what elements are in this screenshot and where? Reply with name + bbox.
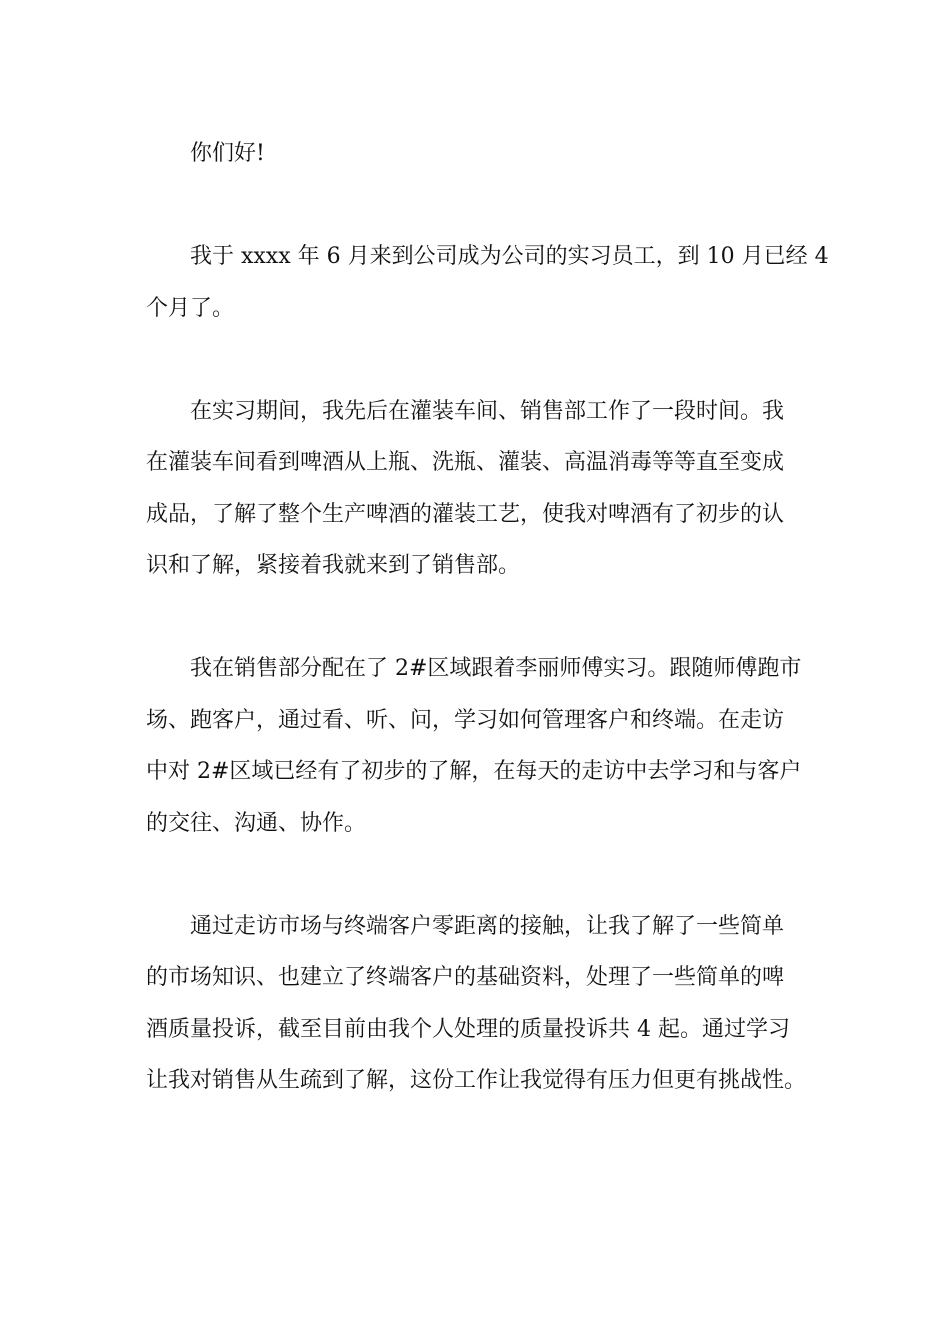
greeting-paragraph (146, 128, 810, 180)
text-line: 成品，了解了整个生产啤酒的灌装工艺，使我对啤酒有了初步的认 (146, 501, 785, 527)
text-line: 识和了解，紧接着我就来到了销售部。 (146, 553, 521, 578)
text-line: 在实习期间，我先后在灌装车间、销售部工作了一段时间。我 (190, 398, 785, 424)
text-line: 的市场知识、也建立了终端客户的基础资料，处理了一些简单的啤 (146, 965, 785, 990)
text-line: 的交往、沟通、协作。 (146, 810, 367, 836)
text-line: 通过走访市场与终端客户零距离的接触，让我了解了一些简单 (190, 913, 785, 939)
text-line: 酒质量投诉，截至目前由我个人处理的质量投诉共 4 起。通过学习 (146, 1016, 790, 1042)
paragraph-4 (146, 901, 810, 1107)
paragraph-1 (146, 231, 829, 334)
paragraph-2 (146, 386, 810, 592)
text-line: 场、跑客户，通过看、听、问，学习如何管理客户和终端。在走访 (146, 707, 785, 733)
text-line: 我于 xxxx 年 6 月来到公司成为公司的实习员工，到 10 月已经 4 (190, 244, 829, 269)
text-line: 在灌装车间看到啤酒从上瓶、洗瓶、灌装、高温消毒等等直至变成 (146, 450, 785, 475)
text-line: 个月了。 (146, 295, 235, 321)
paragraph-3 (146, 643, 810, 849)
text-line: 你们好! (190, 141, 265, 166)
text-line: 中对 2#区域已经有了初步的了解，在每天的走访中去学习和与客户 (146, 759, 802, 784)
text-line: 我在销售部分配在了 2#区域跟着李丽师傅实习。跟随师傅跑市 (190, 656, 802, 681)
text-line: 让我对销售从生疏到了解，这份工作让我觉得有压力但更有挑战性。 (146, 1068, 807, 1093)
document-body (146, 128, 829, 1158)
